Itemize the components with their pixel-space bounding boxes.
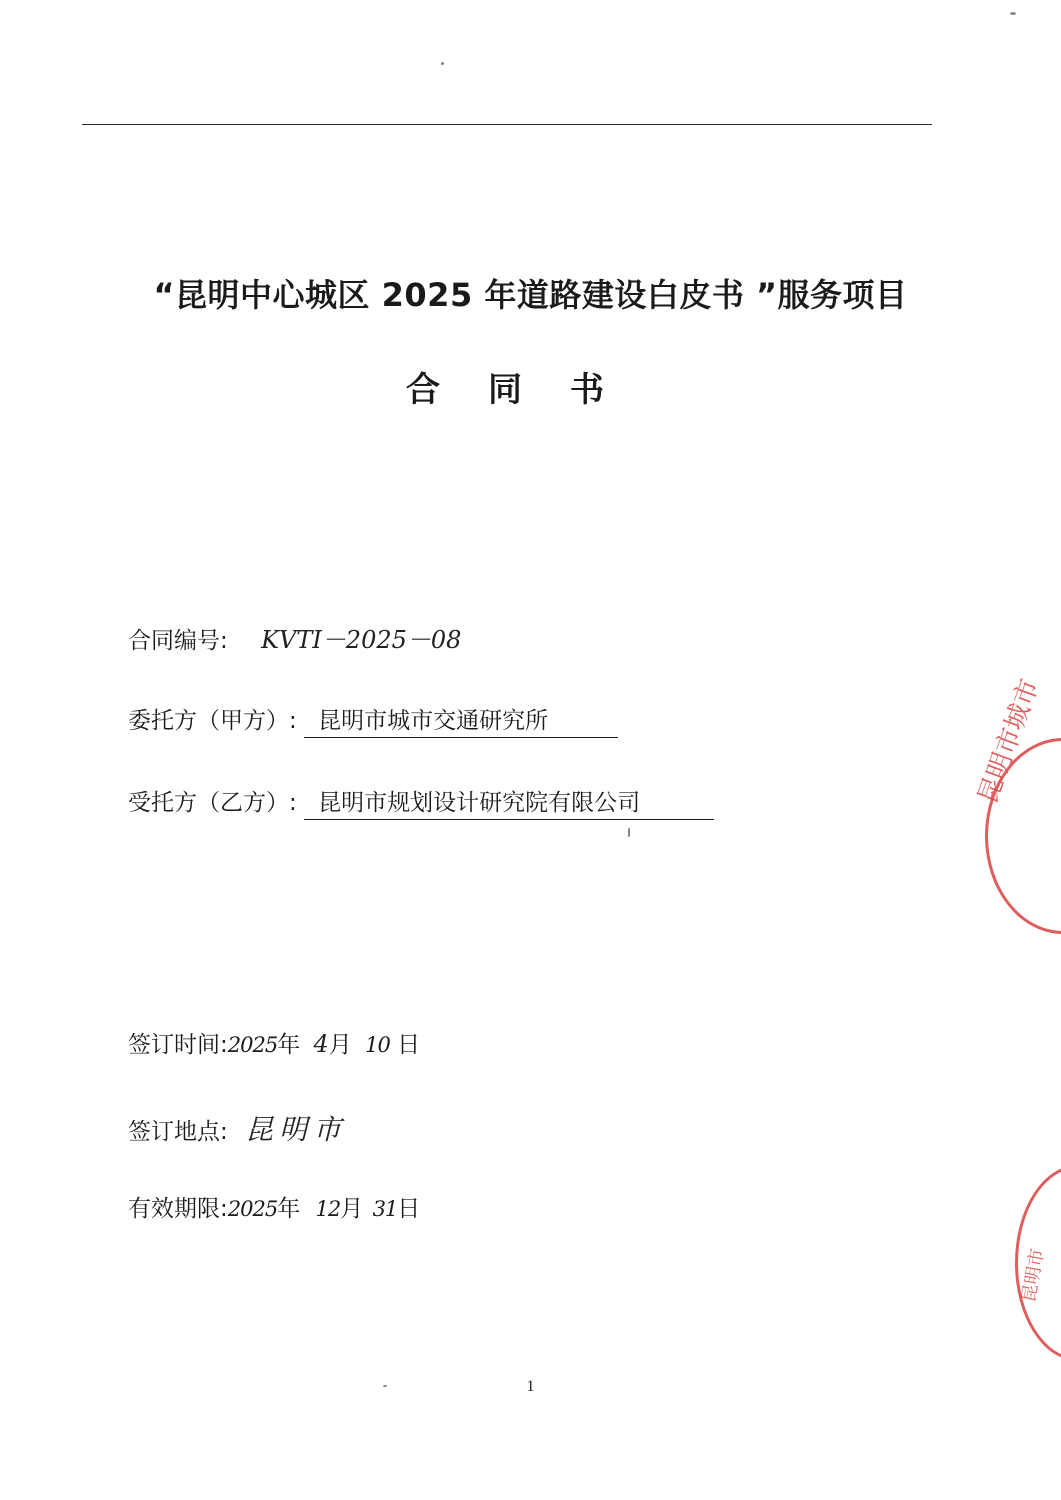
sign-date-month: 4 (313, 1030, 329, 1058)
contract-number-label: 合同编号: (128, 628, 228, 654)
validity-field (128, 1190, 420, 1223)
sign-date-month-unit: 月 (328, 1032, 352, 1058)
sign-date-field (128, 1026, 420, 1059)
sign-date-year: 2025 (227, 1033, 278, 1057)
red-seal-stamp (972, 675, 1061, 934)
sign-date-day-unit: 日 (397, 1032, 421, 1058)
contractor-field (128, 784, 714, 820)
validity-label: 有效期限: (128, 1196, 228, 1222)
sign-date-day: 10 (365, 1033, 390, 1057)
seal-text: 昆明市城市 (972, 675, 1046, 808)
contract-number-value: KVTI－2025－08 (261, 626, 462, 654)
document-subtitle: 合同书 (406, 370, 652, 410)
validity-month-unit: 月 (340, 1196, 364, 1222)
scan-speck (441, 62, 444, 65)
client-label: 委托方（甲方）: (128, 708, 297, 734)
validity-day-unit: 日 (397, 1196, 421, 1222)
contractor-value: 昆明市规划设计研究院有限公司 (304, 784, 714, 820)
top-rule (82, 124, 932, 125)
validity-day: 31 (372, 1197, 398, 1221)
red-seal-stamp-partial (1015, 1165, 1061, 1361)
contractor-label: 受托方（乙方）: (128, 790, 297, 816)
client-value: 昆明市城市交通研究所 (304, 702, 618, 738)
document-title: “昆明中心城区 2025 年道路建设白皮书 ”服务项目 (153, 276, 908, 314)
seal-text-2: 昆明市 (1018, 1247, 1049, 1304)
sign-date-label: 签订时间: (128, 1032, 228, 1058)
validity-year: 2025 (227, 1197, 278, 1221)
sign-date-year-unit: 年 (277, 1032, 301, 1058)
page-number: 1 (526, 1378, 535, 1395)
validity-month: 12 (315, 1197, 341, 1221)
scan-speck (628, 828, 630, 837)
scan-speck (383, 1385, 387, 1387)
validity-year-unit: 年 (277, 1196, 301, 1222)
client-field (128, 702, 618, 738)
contract-number-field (128, 620, 461, 655)
scan-speck (1010, 12, 1016, 15)
sign-place-label: 签订地点: (128, 1119, 228, 1145)
sign-place-field (128, 1108, 347, 1148)
sign-place-value: 昆明市 (245, 1113, 348, 1146)
